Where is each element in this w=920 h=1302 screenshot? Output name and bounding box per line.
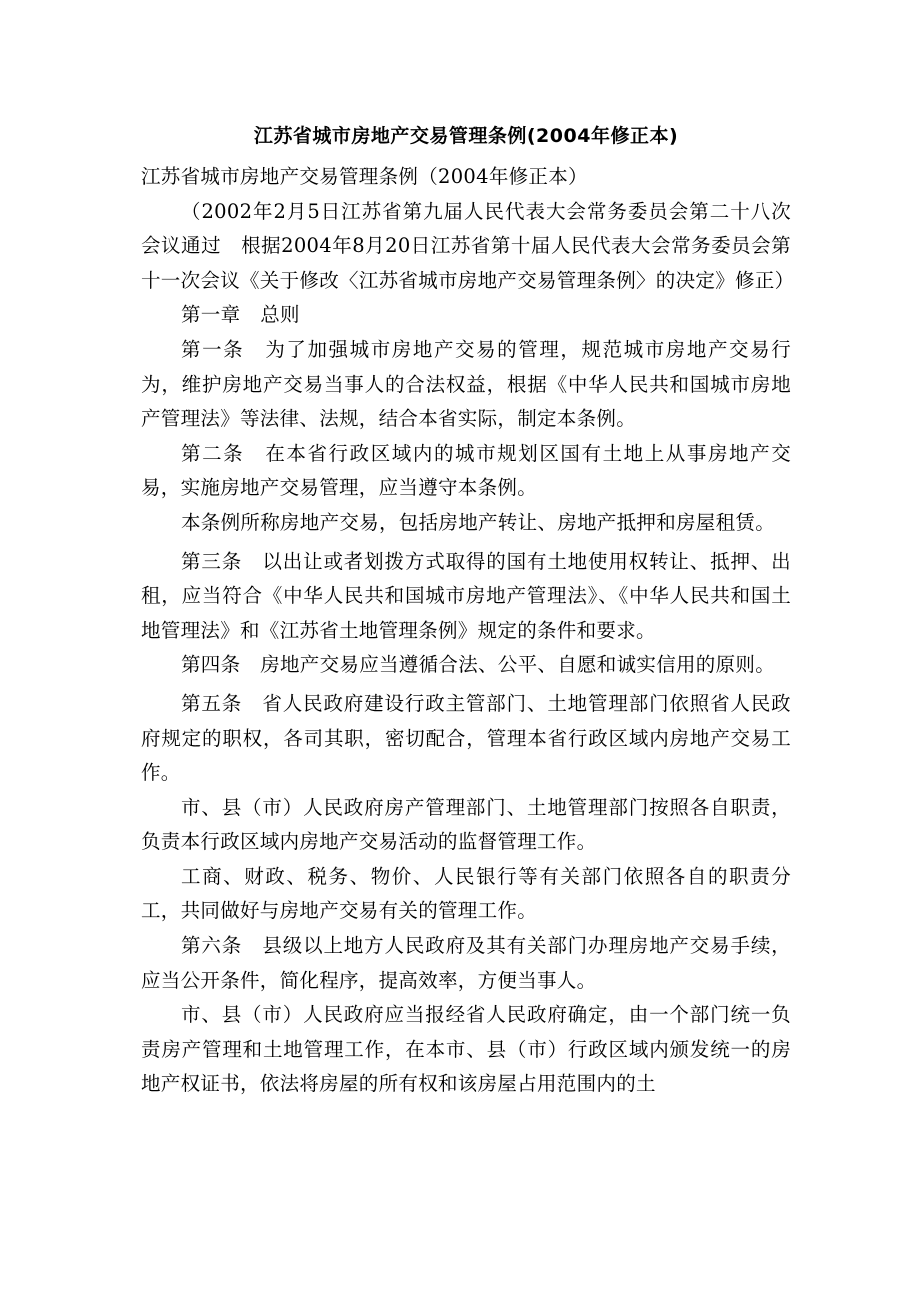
paragraph: 第五条 省人民政府建设行政主管部门、土地管理部门依照省人民政府规定的职权，各司其职，密切配合，管理本省行政区域内房地产交易工作。 — [141, 691, 791, 785]
paragraph: 第四条 房地产交易应当遵循合法、公平、自愿和诚实信用的原则。 — [181, 653, 776, 677]
paragraph: 市、县（市）人民政府应当报经省人民政府确定，由一个部门统一负责房产管理和土地管理工作，在本市、县（市）行政区域内颁发统一的房地产权证书，依法将房屋的所有权和该房屋占用范围内的土 — [141, 1003, 791, 1096]
paragraph: 第六条 县级以上地方人民政府及其有关部门办理房地产交易手续，应当公开条件，简化程序，提高效率，方便当事人。 — [141, 934, 791, 992]
paragraph: （2002年2月5日江苏省第九届人民代表大会常务委员会第二十八次会议通过 根据2004年8月20日江苏省第十届人民代表大会常务委员会第十一次会议《关于修改〈江苏省城市房地产交易管理条例〉的决定》修正） — [141, 199, 795, 292]
paragraph: 第一章 总则 — [181, 303, 300, 327]
document-title: 江苏省城市房地产交易管理条例(2004年修正本) — [253, 125, 679, 147]
document-page — [141, 118, 795, 1102]
document-body — [141, 160, 795, 1102]
paragraph: 第一条 为了加强城市房地产交易的管理，规范城市房地产交易行为，维护房地产交易当事人的合法权益，根据《中华人民共和国城市房地产管理法》等法律、法规，结合本省实际，制定本条例。 — [141, 337, 791, 431]
paragraph: 第二条 在本省行政区域内的城市规划区国有土地上从事房地产交易，实施房地产交易管理，应当遵守本条例。 — [141, 441, 791, 500]
paragraph: 本条例所称房地产交易，包括房地产转让、房地产抵押和房屋租赁。 — [181, 510, 776, 534]
paragraph: 工商、财政、税务、物价、人民银行等有关部门依照各自的职责分工，共同做好与房地产交易有关的管理工作。 — [141, 864, 791, 923]
paragraph: 江苏省城市房地产交易管理条例（2004年修正本） — [141, 165, 588, 188]
paragraph: 第三条 以出让或者划拨方式取得的国有土地使用权转让、抵押、出租，应当符合《中华人民共和国城市房地产管理法》、《中华人民共和国土地管理法》和《江苏省土地管理条例》规定的条件和要求。 — [141, 549, 791, 642]
paragraph: 市、县（市）人民政府房产管理部门、土地管理部门按照各自职责，负责本行政区域内房地产交易活动的监督管理工作。 — [141, 795, 791, 854]
